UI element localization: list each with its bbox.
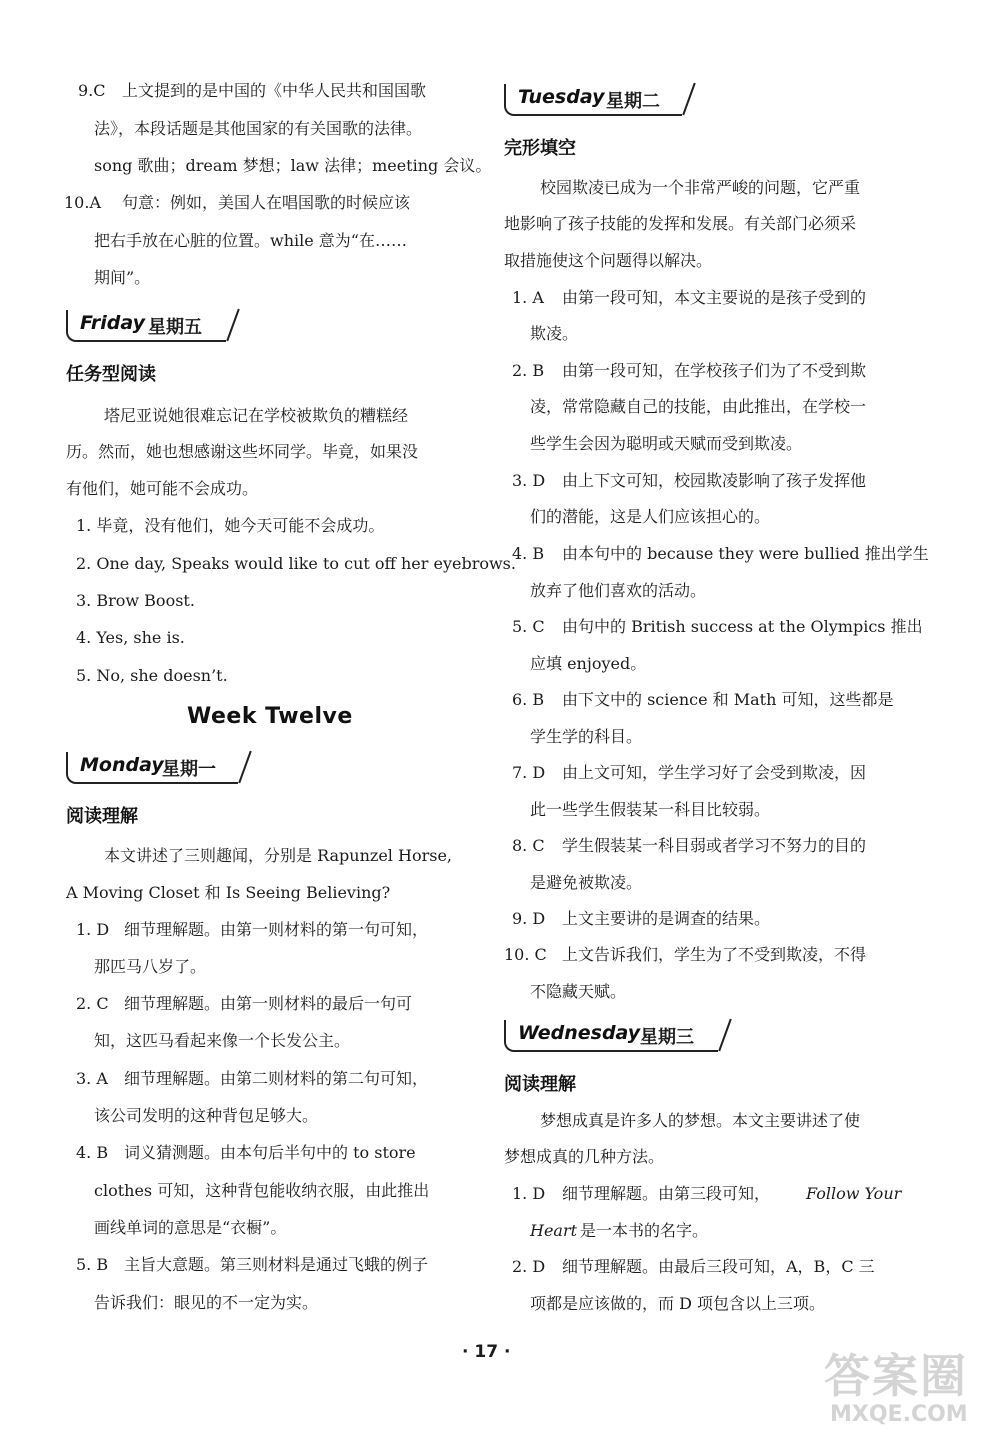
- answer-text: 由句中的 British success at the Olympics 推出: [562, 617, 923, 636]
- answer-text: 细节理解题。由第二则材料的第二句可知，: [124, 1069, 429, 1088]
- day-name-cn: 星期五: [148, 317, 202, 338]
- intro-text: 校园欺凌已成为一个非常严峻的问题，它严重: [540, 178, 861, 197]
- day-heading-monday: [66, 752, 238, 784]
- answer-number: 9.C: [78, 81, 106, 100]
- answer-number: 9. D: [512, 909, 546, 928]
- answer-text: 细节理解题。由第一则材料的最后一句可: [124, 994, 413, 1013]
- book-title: Heart: [530, 1221, 578, 1240]
- answer-text: 凌，常常隐藏自己的技能，由此推出，在学校一: [530, 397, 867, 416]
- answer-text: 上文主要讲的是调查的结果。: [562, 909, 771, 928]
- answer-number: 10. C: [504, 945, 547, 964]
- intro-text: 地影响了孩子技能的发挥和发展。有关部门必须采: [504, 214, 857, 233]
- answer-text: 词义猜测题。由本句后半句中的 to store: [124, 1143, 416, 1162]
- answer-text: 是一本书的名字。: [580, 1221, 709, 1240]
- answer-text: song 歌曲；dream 梦想；law 法律；meeting 会议。: [94, 156, 492, 175]
- answer-text: 上文提到的是中国的《中华人民共和国国歌: [122, 81, 427, 100]
- answer-text: 此一些学生假装某一科目比较弱。: [530, 800, 771, 819]
- slash-decoration: [238, 751, 252, 784]
- answer-number: 4. B: [512, 544, 545, 563]
- intro-text: A Moving Closet 和 Is Seeing Believing?: [66, 883, 391, 902]
- answer-number: 5. C: [512, 617, 545, 636]
- answer-number: 7. D: [512, 763, 546, 782]
- day-heading-friday: [66, 310, 226, 342]
- slash-decoration: [682, 83, 696, 116]
- answer-number: 4. B: [76, 1143, 109, 1162]
- slash-decoration: [226, 309, 240, 342]
- intro-text: 取措施使这个问题得以解决。: [504, 251, 713, 270]
- answer-text: 欺凌。: [530, 324, 579, 343]
- answer-number: 2. C: [76, 994, 109, 1013]
- answer-text: 由第一段可知，在学校孩子们为了不受到欺: [562, 361, 867, 380]
- answer-text: 细节理解题。由最后三段可知，A，B，C 三: [562, 1257, 875, 1276]
- day-name-cn: 星期二: [606, 91, 660, 112]
- answer-text: 主旨大意题。第三则材料是通过飞蛾的例子: [124, 1255, 429, 1274]
- answer-line: 3. Brow Boost.: [76, 591, 195, 610]
- section-heading: 阅读理解: [504, 1074, 576, 1095]
- day-heading-tuesday: [504, 84, 682, 116]
- answer-number: 10.A: [64, 193, 101, 212]
- answer-text: 句意：例如，美国人在唱国歌的时候应该: [122, 193, 411, 212]
- answer-text: 那匹马八岁了。: [94, 957, 207, 976]
- answer-line: 4. Yes, she is.: [76, 628, 185, 647]
- answer-number: 3. A: [76, 1069, 108, 1088]
- answer-line: 5. No, she doesn’t.: [76, 666, 228, 685]
- answer-text: 细节理解题。由第一则材料的第一句可知，: [124, 920, 429, 939]
- week-title: Week Twelve: [187, 704, 353, 729]
- watermark-logo: [822, 1340, 992, 1432]
- answer-text: 学生学的科目。: [530, 727, 643, 746]
- page-number: · 17 ·: [462, 1342, 511, 1362]
- answer-line: 1. 毕竟，没有他们，她今天可能不会成功。: [76, 516, 385, 535]
- answer-text: 放弃了他们喜欢的活动。: [530, 581, 707, 600]
- day-heading-wednesday: [504, 1020, 718, 1052]
- answer-text: 是避免被欺凌。: [530, 873, 643, 892]
- section-heading: 完形填空: [504, 138, 576, 159]
- answer-text: 由上文可知，学生学习好了会受到欺凌，因: [562, 763, 867, 782]
- answer-text: 不隐藏天赋。: [530, 982, 627, 1001]
- answer-text: 项都是应该做的，而 D 项包含以上三项。: [530, 1294, 826, 1313]
- answer-number: 8. C: [512, 836, 545, 855]
- day-name: Friday: [80, 312, 145, 334]
- answer-text: 告诉我们：眼见的不一定为实。: [94, 1293, 319, 1312]
- answer-text: 该公司发明的这种背包足够大。: [94, 1106, 319, 1125]
- slash-decoration: [718, 1019, 732, 1052]
- answer-text: 上文告诉我们，学生为了不受到欺凌，不得: [562, 945, 867, 964]
- answer-text: 画线单词的意思是“衣橱”。: [94, 1218, 287, 1237]
- day-name-cn: 星期一: [162, 759, 216, 780]
- answer-text: 由下文中的 science 和 Math 可知，这些都是: [562, 690, 894, 709]
- answer-line: 2. One day, Speaks would like to cut off her eyebrows.: [76, 554, 516, 573]
- answer-text: 们的潜能，这是人们应该担心的。: [530, 507, 771, 526]
- answer-number: 1. D: [512, 1184, 546, 1203]
- answer-text: 应填 enjoyed。: [530, 654, 647, 673]
- answer-text: 期间”。: [94, 268, 151, 287]
- answer-number: 1. A: [512, 288, 544, 307]
- answer-text: clothes 可知，这种背包能收纳衣服，由此推出: [94, 1181, 430, 1200]
- intro-text: 历。然而，她也想感谢这些坏同学。毕竟，如果没: [66, 442, 419, 461]
- watermark-url: MXQE.COM: [830, 1402, 968, 1427]
- intro-text: 本文讲述了三则趣闻，分别是 Rapunzel Horse,: [104, 846, 452, 865]
- answer-text: 学生假装某一科目弱或者学习不努力的目的: [562, 836, 867, 855]
- answer-text: 把右手放在心脏的位置。while 意为“在……: [94, 231, 407, 250]
- answer-number: 2. B: [512, 361, 545, 380]
- answer-text: 由第一段可知，本文主要说的是孩子受到的: [562, 288, 867, 307]
- intro-text: 有他们，她可能不会成功。: [66, 479, 259, 498]
- section-heading: 任务型阅读: [66, 364, 156, 385]
- answer-number: 5. B: [76, 1255, 109, 1274]
- answer-text: 知，这匹马看起来像一个长发公主。: [94, 1031, 351, 1050]
- intro-text: 塔尼亚说她很难忘记在学校被欺负的糟糕经: [104, 406, 409, 425]
- book-title: Follow Your: [806, 1184, 902, 1203]
- watermark-text: 答案圈: [824, 1349, 968, 1403]
- day-name: Tuesday: [518, 86, 605, 108]
- answer-number: 6. B: [512, 690, 545, 709]
- intro-text: 梦想成真是许多人的梦想。本文主要讲述了使: [540, 1111, 861, 1130]
- answer-text: 法》，本段话题是其他国家的有关国歌的法律。: [94, 119, 423, 138]
- answer-text: 细节理解题。由第三段可知，: [562, 1184, 771, 1203]
- intro-text: 梦想成真的几种方法。: [504, 1147, 665, 1166]
- answer-number: 3. D: [512, 471, 546, 490]
- answer-number: 1. D: [76, 920, 110, 939]
- day-name: Monday: [80, 754, 164, 776]
- section-heading: 阅读理解: [66, 806, 138, 827]
- day-name: Wednesday: [518, 1022, 641, 1044]
- answer-number: 2. D: [512, 1257, 546, 1276]
- answer-text: 由上下文可知，校园欺凌影响了孩子发挥他: [562, 471, 867, 490]
- answer-text: 由本句中的 because they were bullied 推出学生: [562, 544, 929, 563]
- answer-text: 些学生会因为聪明或天赋而受到欺凌。: [530, 434, 803, 453]
- day-name-cn: 星期三: [640, 1027, 694, 1048]
